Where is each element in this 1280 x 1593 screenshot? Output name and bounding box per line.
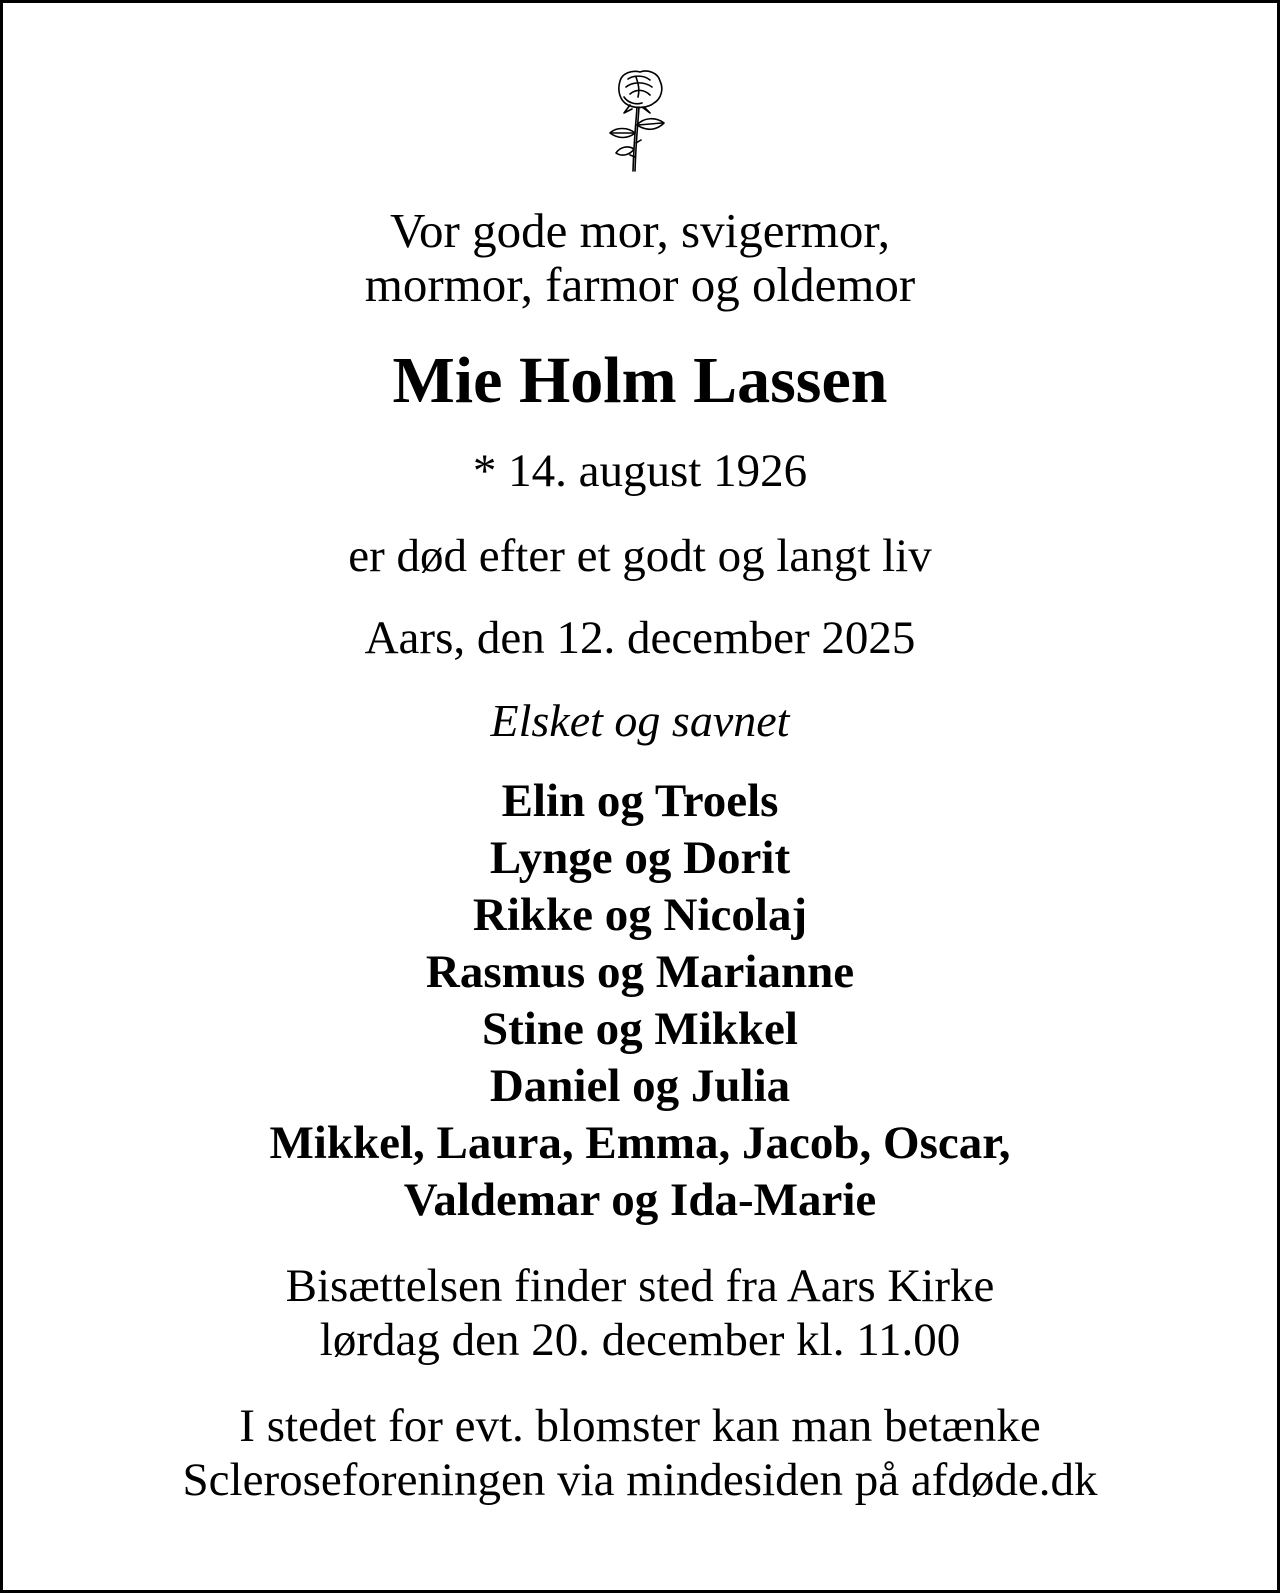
family-line: Rasmus og Marianne <box>425 946 855 998</box>
place-date: Aars, den 12. december 2025 <box>364 612 916 664</box>
family-line: Stine og Mikkel <box>482 1003 798 1055</box>
birth-date: * 14. august 1926 <box>472 445 808 497</box>
family-line: Daniel og Julia <box>489 1060 791 1112</box>
family-line: Mikkel, Laura, Emma, Jacob, Oscar, <box>269 1117 1011 1169</box>
family-line: Elin og Troels <box>501 775 779 827</box>
donation-line-1: I stedet for evt. blomster kan man betænke <box>239 1400 1041 1452</box>
family-line: Lynge og Dorit <box>489 832 791 884</box>
passing-text: er død efter et godt og langt liv <box>348 530 932 582</box>
intro-line-1: Vor gode mor, svigermor, <box>389 203 891 258</box>
rose-icon <box>606 67 668 173</box>
funeral-line-2: lørdag den 20. december kl. 11.00 <box>319 1314 961 1366</box>
family-line: Valdemar og Ida-Marie <box>403 1174 877 1226</box>
intro-line-2: mormor, farmor og oldemor <box>364 257 916 312</box>
loved-line: Elsket og savnet <box>490 695 790 746</box>
family-line: Rikke og Nicolaj <box>472 889 808 941</box>
deceased-name: Mie Holm Lassen <box>392 344 888 417</box>
donation-line-2: Scleroseforeningen via mindesiden på afdøde.dk <box>182 1454 1098 1506</box>
funeral-line-1: Bisættelsen finder sted fra Aars Kirke <box>285 1260 995 1312</box>
